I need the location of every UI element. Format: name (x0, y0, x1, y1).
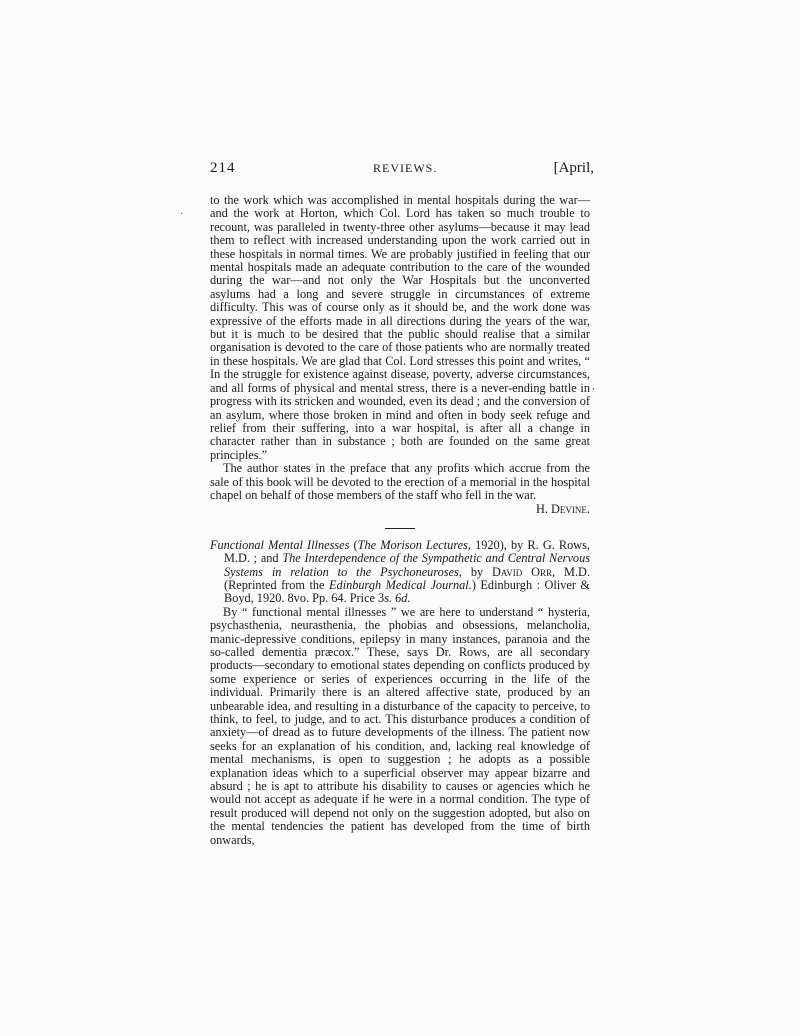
citation-text: ( (349, 537, 358, 552)
review2-citation (210, 539, 590, 606)
signature-initial: H. (536, 502, 552, 517)
section-divider (385, 528, 415, 529)
margin-mark: · (180, 209, 184, 220)
citation-author2: David Orr (492, 564, 553, 579)
citation-text: , M.D. (Reprinted from the (224, 564, 590, 592)
citation-series: The Morison Lectures, (357, 537, 471, 552)
page-body (210, 194, 590, 847)
signature-surname: Devine. (551, 502, 590, 517)
citation-text: by (461, 564, 493, 579)
review1-paragraph2: The author states in the preface that any profits which accrue from the sale of this book will be devoted to the erection of a memorial in the hospital chapel on behalf of those members of the staff who fell in the war. (210, 461, 590, 502)
citation-title2: The Interdependence of the Sympathetic and Central Nervous Systems in relation to the Psychoneuroses, (224, 551, 590, 579)
margin-mark: , (592, 381, 595, 392)
running-head: REVIEWS. (373, 161, 438, 175)
citation-price-d: 6d. (392, 591, 411, 606)
citation-text: ) Edinburgh : Oliver & Boyd, 1920. 8vo. Pp. 64. Price 3 (224, 577, 591, 606)
page-header (210, 160, 594, 182)
citation-text: 1920), by R. G. Rows, M.D. ; and (224, 537, 590, 566)
citation-price-s: s. (384, 591, 393, 606)
page-number: 214 (210, 160, 236, 176)
review2-paragraph1: By “ functional mental illnesses ” we are here to understand “ hysteria, psychasthenia, neurasthenia, the phobias and obsessions, melancholia, manic-depressive conditions, epilepsy in many instances, paranoia and the so-called dementia præcox.” These, says Dr. Rows, are all secondary products—secondary to emotional states depending on conflicts produced by some experience or series of experiences occurring in the life of the individual. Primarily there is an altered affective state, produced by an unbearable idea, and resulting in a disturbance of the capacity to perceive, to think, to feel, to judge, and to act. This disturbance produces a condition of anxiety—of dread as to future developments of the illness. The patient now seeks for an explanation of his condition, and, lacking real knowledge of mental mechanisms, is open to suggestion ; he adopts as a possible explanation ideas which to a superficial observer may appear bizarre and absurd ; he is apt to attribute his disability to causes or agencies which he would not accept as adequate if he were in a normal condition. The type of result produced will depend not only on the suggestion adopted, but also on the mental tendencies the patient has developed from the time of birth onwards, (210, 604, 590, 847)
review1-paragraph1: to the work which was accomplished in mental hospitals during the war—and the work at Horton, which Col. Lord has taken so much trouble to recount, was paralleled in twenty-three other asylums—because it may lead them to reflect with increased understanding upon the work carried out in these hospitals in normal times. We are probably justified in feeling that our mental hospitals made an adequate contribution to the care of the wounded during the war—and not only the War Hospitals but the unconverted asylums had a long and severe struggle in circumstances of extreme difficulty. This was of course only as it should be, and the work done was expressive of the efforts made in all directions during the years of the war, but it is much to be desired that the public should realise that a similar organisation is devoted to the care of those patients who are normally treated in these hospitals. We are glad that Col. Lord stresses this point and writes, “ In the struggle for existence against disease, poverty, adverse circumstances, and all forms of physical and mental stress, there is a never-ending battle in progress with its stricken and wounded, even its dead ; and the conversion of an asylum, where those broken in mind and often in body seek refuge and relief from their suffering, into a war hospital, is after all a change in character rather than in substance ; both are founded on the same great principles.” (210, 193, 590, 462)
citation-journal: Edinburgh Medical Journal. (329, 577, 472, 592)
review1-signature (210, 503, 590, 516)
issue-month: [April, (553, 160, 594, 176)
citation-title1: Functional Mental Illnesses (210, 537, 350, 552)
